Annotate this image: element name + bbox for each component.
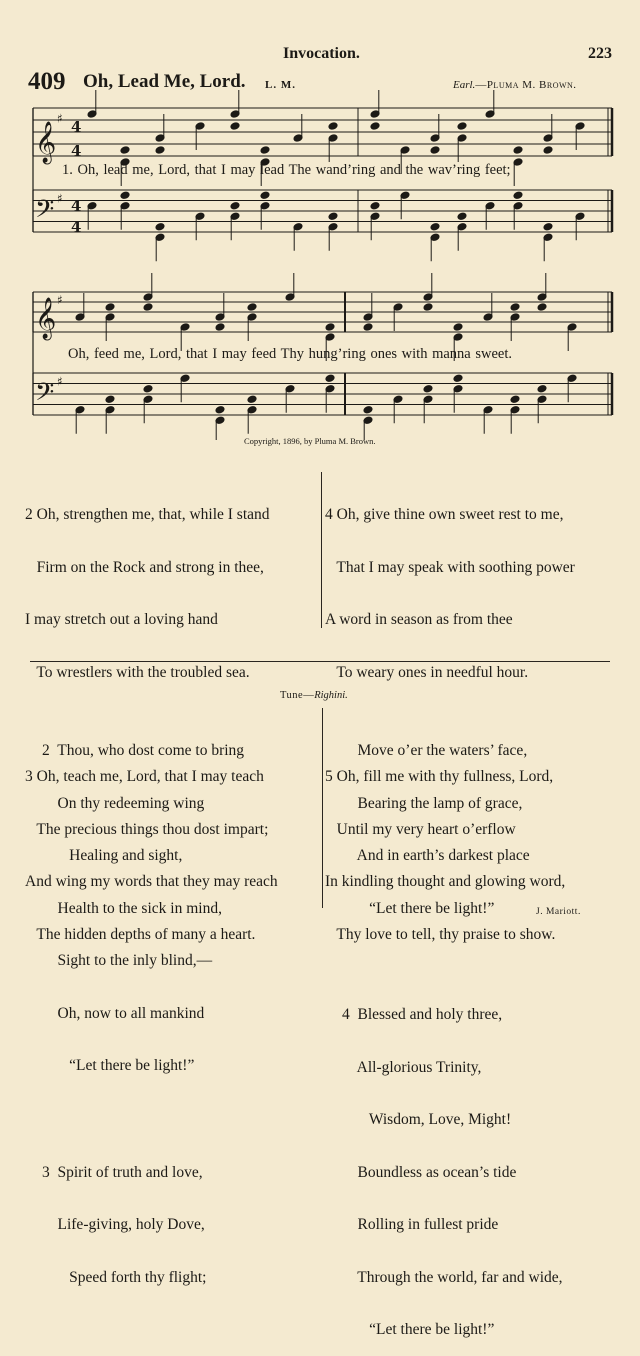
note-head: [143, 303, 153, 312]
tune-prefix: Tune—: [280, 690, 315, 701]
time-signature: 4: [71, 142, 82, 160]
page-number: 223: [588, 45, 612, 62]
time-signature: 4: [71, 218, 82, 236]
note-head: [363, 323, 373, 332]
copyright-notice: Copyright, 1896, by Pluma M. Brown.: [244, 436, 376, 446]
verse-line: And in earth’s darkest place: [342, 847, 530, 864]
verse-line: The precious things thou dost impart;: [25, 820, 269, 838]
verse-line: Speed forth thy flight;: [42, 1268, 207, 1286]
verse-line: 4 Blessed and holy three,: [342, 1006, 503, 1023]
section-divider: [30, 661, 610, 662]
note-head: [457, 122, 467, 131]
verse-line: Through the world, far and wide,: [342, 1268, 563, 1286]
note-head: [325, 323, 335, 332]
note-head: [510, 303, 520, 312]
column-divider: [321, 472, 322, 628]
treble-clef-icon: 𝄞: [35, 122, 57, 163]
verse-line: Until my very heart o’erflow: [325, 820, 516, 838]
verse-line: “Let there be light!”: [42, 1057, 195, 1074]
verse-line: A word in season as from thee: [325, 611, 513, 628]
note-head: [370, 122, 380, 131]
verse-line: In kindling thought and glowing word,: [325, 873, 566, 890]
tune-line: [280, 690, 348, 701]
author-signature: J. Mariott.: [536, 907, 581, 917]
text-author: —Pluma M. Brown.: [475, 79, 577, 91]
verse-line: “Let there be light!”: [342, 899, 495, 917]
verse-line: Move o’er the waters’ face,: [342, 742, 528, 759]
note-head: [513, 191, 523, 200]
note-head: [120, 146, 130, 155]
sharp-icon: ♯: [57, 191, 63, 206]
verse-line: To weary ones in needful hour.: [325, 663, 529, 681]
verse-line: Health to the sick in mind,: [42, 899, 222, 917]
note-head: [370, 201, 380, 210]
verse-line: Rolling in fullest pride: [342, 1216, 499, 1233]
verse-line: “Let there be light!”: [342, 1321, 495, 1338]
verse-line: 2 Oh, strengthen me, that, while I stand: [25, 506, 270, 523]
bass-clef-icon: 𝄢: [35, 378, 55, 413]
note-head: [230, 122, 240, 131]
verse-line: And wing my words that they may reach: [25, 873, 278, 890]
note-head: [247, 303, 257, 312]
verse-line: Healing and sight,: [42, 847, 183, 864]
note-head: [453, 374, 463, 383]
verse-line: 3 Oh, teach me, Lord, that I may teach: [25, 768, 264, 785]
note-head: [543, 146, 553, 155]
note-head: [215, 323, 225, 332]
sharp-icon: ♯: [57, 111, 63, 126]
verse-line: Sight to the inly blind,—: [42, 952, 213, 969]
note-head: [543, 222, 553, 231]
treble-clef-icon: 𝄞: [35, 298, 57, 339]
note-head: [423, 384, 433, 393]
time-signature: 4: [71, 197, 82, 215]
note-head: [537, 303, 547, 312]
note-head: [510, 395, 520, 404]
verse-line: Boundless as ocean’s tide: [342, 1163, 517, 1181]
verse-line: 2 Thou, who dost come to bring: [42, 742, 245, 759]
note-head: [105, 303, 115, 312]
verse-line: I may stretch out a loving hand: [25, 611, 218, 628]
sharp-icon: ♯: [57, 293, 63, 307]
verse-line: 4 Oh, give thine own sweet rest to me,: [325, 506, 564, 523]
time-signature: 4: [71, 118, 82, 136]
bass-clef-icon: 𝄢: [35, 195, 55, 230]
sharp-icon: ♯: [57, 374, 63, 389]
note-head: [453, 323, 463, 332]
lyric-line-1: 1. Oh, lead me, Lord, that I may lead The wand’ring and the wav’ring feet;: [62, 162, 511, 178]
lyric-line-2: Oh, feed me, Lord, that I may feed Thy hung’ring ones with manna sweet.: [68, 346, 512, 362]
note-head: [363, 405, 373, 414]
section-title: Invocation.: [283, 45, 360, 62]
note-head: [513, 146, 523, 155]
verse-line: Oh, now to all mankind: [42, 1004, 205, 1022]
hymn-number: 409: [28, 68, 66, 95]
verse-line: That I may speak with soothing power: [325, 558, 575, 576]
note-head: [143, 384, 153, 393]
note-head: [260, 191, 270, 200]
note-head: [328, 122, 338, 131]
note-head: [230, 201, 240, 210]
hymn-title: Oh, Lead Me, Lord.: [83, 71, 246, 92]
verse-line: Firm on the Rock and strong in thee,: [25, 558, 264, 576]
note-head: [328, 212, 338, 221]
note-head: [537, 384, 547, 393]
verse-line: Thy love to tell, thy praise to show.: [325, 925, 556, 943]
verse-line: To wrestlers with the troubled sea.: [25, 663, 250, 681]
verse-line: Wisdom, Love, Might!: [342, 1111, 512, 1128]
verse-line: Bearing the lamp of grace,: [342, 794, 523, 812]
tune-author: Earl.: [453, 79, 476, 91]
note-head: [105, 395, 115, 404]
second-hymn-left: [42, 707, 244, 1304]
verse-line: Life-giving, holy Dove,: [42, 1216, 205, 1233]
note-head: [215, 405, 225, 414]
note-head: [155, 146, 165, 155]
verse-line: 5 Oh, fill me with thy fullness, Lord,: [325, 768, 554, 785]
verse-line: On thy redeeming wing: [42, 794, 205, 812]
note-head: [325, 374, 335, 383]
note-head: [430, 222, 440, 231]
note-head: [423, 303, 433, 312]
hymn-meter: L. M.: [265, 79, 296, 91]
note-head: [430, 146, 440, 155]
note-head: [155, 222, 165, 231]
music-score: [0, 0, 640, 440]
verse-line: The hidden depths of many a heart.: [25, 925, 256, 943]
note-head: [260, 146, 270, 155]
note-head: [120, 191, 130, 200]
second-hymn-right: [342, 707, 563, 1356]
note-head: [247, 395, 257, 404]
column-divider: [322, 708, 323, 908]
verse-line: All-glorious Trinity,: [342, 1058, 482, 1076]
tune-name: Righini.: [314, 690, 348, 701]
verse-line: 3 Spirit of truth and love,: [42, 1163, 203, 1181]
note-head: [457, 212, 467, 221]
